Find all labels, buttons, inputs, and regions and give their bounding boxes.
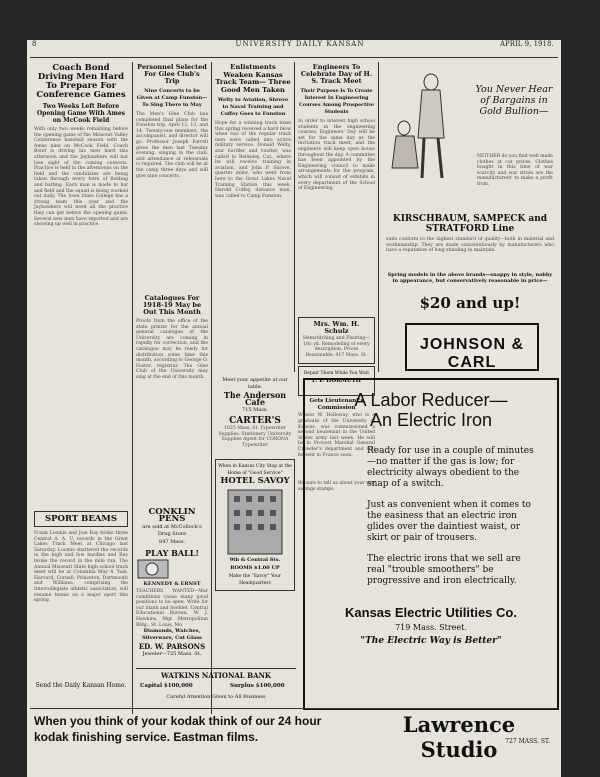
center-ads	[215, 376, 295, 666]
baseball-icon	[136, 558, 206, 580]
parsons-sub: Jeweler—725 Mass. St.	[142, 651, 202, 657]
conklin-ads	[136, 508, 208, 668]
schulz-ad	[298, 317, 375, 364]
coach-bond-headline: Coach Bond Driving Men Hard To Prepare For Conference Games	[36, 63, 126, 100]
watkins-line: Careful Attention Given to All Business	[166, 694, 266, 700]
conklin-sub: are sold at McColloch's Drug Store	[142, 524, 202, 537]
hormuth-name: F. P. HORMUTH	[312, 378, 361, 385]
labor-para-1: Ready for use in a couple of minutes—no matter if the gas is low; for electricity always obedient to the snap of a switch.	[367, 446, 534, 489]
footer-rule	[30, 708, 558, 709]
bargains-body: NEITHER do you find well made clothes at cut prices. Clothes bought in this time of war scarcity and war strain are the manufacturers' to make a profit from.	[477, 154, 553, 187]
bargains-headline: You Never Hear of Bargains in Gold Bullion—	[475, 84, 553, 117]
kirschbaum-name: KIRSCHBAUM, SAMPECK and STRATFORD Line	[392, 214, 548, 234]
savoy-name: HOTEL SAVOY	[220, 476, 290, 486]
spring-models-line: Spring models in the above brands—snappy in style, nobby in appearance, but conservatively reasonable in price—	[387, 272, 553, 284]
glee-club-subhead: Nine Concerts to be Given at Camp Funston—To Sing There in May	[136, 88, 208, 108]
catalog-headline: Catalogues For 1918-19 May be Out This Month	[142, 294, 202, 316]
labor-para-2: Just as convenient when it comes to the easiness that an electric iron glides over the daintiest waist, or skirt or pair of trousers.	[367, 500, 531, 543]
watkins-name: WATKINS NATIONAL BANK	[161, 671, 271, 680]
glee-club-headline: Personnel Selected For Glee Club's Trip	[137, 63, 207, 85]
savoy-tagline: Make the "Savoy" Your Headquarters	[228, 574, 282, 586]
savoy-address: 9th & Central Sts.	[229, 557, 281, 563]
column-rule	[378, 62, 379, 372]
be-sure-note: Be sure to tell us about your war savings stamps.	[298, 481, 375, 492]
watkins-surplus: Surplus $100,000	[230, 683, 285, 689]
column-2	[136, 64, 208, 504]
enlistments-subhead: Welty to Aviation, Shrove to Naval Training and Coffey Goes to Funston	[217, 97, 289, 117]
conklin-name: CONKLIN PENS	[148, 507, 196, 524]
lawrence-studio-address: 727 MASS. ST.	[505, 738, 550, 745]
kirschbaum-ad	[382, 64, 558, 320]
labor-headline-1: A Labor Reducer—	[354, 390, 508, 410]
kansas-electric-name: Kansas Electric Utilities Co.	[345, 605, 517, 620]
carters-name: CARTER'S	[229, 416, 281, 426]
coach-bond-body: With only two weeks remaining before the opening game of the Missouri Valley Conference baseball season with the Ames nine on McCook Field, Coach Bond is driving his men hard this afternoon and the Jayhawkers will not lose sight of the coming contests. Practice is held in the afternoons on the field and the candidates are being taken through every form of fielding and batting. Each man is made to bat and field and the squad is being worked out daily. The Iowa State College has a strong team this year and the Jayhawkers will need all the practice they can get before the opening game. Several new men have reported and are showing up well in practice.	[34, 127, 128, 228]
lawrence-studio-name: Lawrence Studio	[402, 712, 516, 762]
column-rule	[132, 62, 133, 714]
parsons-name: ED. W. PARSONS	[138, 642, 206, 651]
kirschbaum-body: suits conform to the highest standard of quality—both in material and workmanship. They are made conscientiously by manufacturers who have a reputation of long standing to maintain.	[386, 237, 554, 254]
engineers-subhead: Their Purpose Is To Create Interest In Engineering Courses Among Prospective Students	[299, 88, 374, 115]
issue-date: APRIL 9, 1918.	[500, 40, 554, 48]
column-rule	[211, 62, 212, 714]
conklin-address: 847 Mass.	[159, 539, 185, 545]
play-ball: PLAY BALL!	[145, 548, 199, 558]
sport-beams-body: Frank Loomis and Joie Ray broke three Central A. A. U. records in the Great Lakes Track Meet at Chicago last Saturday. Loomis shattered the records in the high and low hurdles and Ray broke the record in the mile run. The Annual Missouri State high school track meet will be at Columbia May 4. Yale, Harvard, Cornell, Princeton, Dartmouth and Williams, comprising the Intercollegiate athletic association, will resume tennis on a major sport this spring.	[34, 531, 128, 604]
engineers-body: In order to interest high school students in the engineering courses, Engineers' Day will be set for the same day as the invitation track meet, and the engineers will keep open house throughout the day. A committee has been appointed by the Engineering council to make arrangements for the program, which will consist of exhibits in every department of the School of Engineering.	[298, 119, 375, 192]
hotel-building-icon	[218, 486, 292, 556]
anderson-appetite: Meet your appetite at our table.	[222, 377, 288, 390]
price-line: $20 and up!	[419, 294, 521, 312]
labor-headline-2: An Electric Iron	[369, 410, 493, 430]
teachers-wanted: TEACHERS WANTED—War conditions cause many good positions to be open. Write for our blank and booklet. Central Educational Bureau, W. J. Hawkins, Mgr. Metropolitan Bldg., St. Louis, Mo.	[136, 589, 208, 628]
column-3	[215, 64, 291, 374]
kansas-electric-slogan: "The Electric Way is Better"	[360, 636, 502, 646]
enlistments-body: Hope for a winning track team this spring received a hard blow when two of the regular track men were called into active military service. Donald Welty, star hurdler and vaulter, was called to Berkeley, Cal., where he will receive training in aviation, and John P. Shrove, quarter miler, who went from here to the Great Lakes Naval Training Station this week. Harold Coffey, distance man, was called to Camp Funston.	[215, 121, 291, 199]
send-kansan-note: Send the Daily Kansan Home.	[35, 682, 127, 689]
savoy-ad	[215, 459, 295, 591]
schulz-lines: Hemstitching and Pleating—10c yd. Remodeling of every description. Prices Reasonable. 917 Mass. St.	[303, 336, 370, 358]
kansas-electric-address: 719 Mass. Street.	[395, 623, 467, 632]
carters-sub: 1025 Mass. St. Typewriter Supplies. Stationery University Supplies Agent for CORONA Typewriter	[218, 426, 292, 448]
johnson-carl-logo	[405, 323, 539, 371]
gets-commission-title: Gets Lieutenant's Commission	[309, 398, 364, 412]
labor-para-3: The electric irons that we sell are real "trouble smoothers" be progressive and iron electrically.	[367, 554, 521, 586]
catalog-body: Proofs from the office of the state printer for the annual general catalogue of the University are coming in rapidly for correction, and the catalogue may be ready for distribution some time this month, according to George O. Foster, registrar. The Glee Club of the University may sing at the end of this month.	[136, 319, 208, 380]
savoy-rooms: ROOMS $1.00 UP	[230, 565, 280, 571]
bank-rule	[136, 668, 296, 669]
column-rule	[294, 62, 295, 372]
kennedy-ernst: KENNEDY & ERNST	[143, 581, 201, 587]
diamonds-line: Diamonds, Watches, Silverware, Cut Glass	[142, 628, 202, 641]
newspaper-title: UNIVERSITY DAILY KANSAN	[235, 40, 365, 48]
engineers-headline: Engineers To Celebrate Day of H. S. Track Meet	[300, 63, 373, 85]
anderson-name: The Anderson Cafe	[223, 390, 287, 407]
johnson-carl-name: JOHNSON & CARL	[419, 336, 525, 371]
savoy-top: When in Kansas City Stop at the Home of "Good Service"	[218, 464, 292, 476]
glee-club-body: The Men's Glee Club has completed final plans for the Funston trip, April 12, 13, and 14. Twenty-one members, the accompanist, and director will go. Professor Joseph Farrell gives the men last Tuesday evening, singing in the club, and attendance at rehearsals is required. The club will be at the camp three days and will give nine concerts.	[136, 112, 208, 179]
illustration-men-icon	[386, 68, 466, 188]
gets-commission-body: Winsor W. Holloway, who is a graduate of the University of Kansas, was commissioned a second lieutenant in the United States army last week. He will be in Provost Marshal General Crowder's department and will be sent to France soon.	[298, 413, 375, 458]
top-rule	[30, 57, 558, 58]
page-number: 8	[32, 40, 37, 48]
watkins-capital: Capital $100,000	[140, 683, 193, 689]
anderson-address: 715 Mass.	[242, 407, 268, 413]
kodak-ad: When you think of your kodak think of our 24 hour kodak finishing service. Eastman films.	[34, 714, 322, 744]
schulz-name: Mrs. Wm. H. Schulz	[313, 320, 360, 335]
column-1	[34, 64, 128, 716]
electric-iron-ad	[303, 378, 559, 710]
sport-beams-title: SPORT BEAMS	[34, 511, 128, 527]
hormuth-line: Repair Them While You Wait	[303, 371, 370, 377]
enlistments-headline: Enlistments Weaken Kansas Track Team— Three Good Men Taken	[215, 63, 291, 94]
coach-bond-subhead: Two Weeks Left Before Opening Game With Ames on McCook Field	[36, 103, 126, 124]
